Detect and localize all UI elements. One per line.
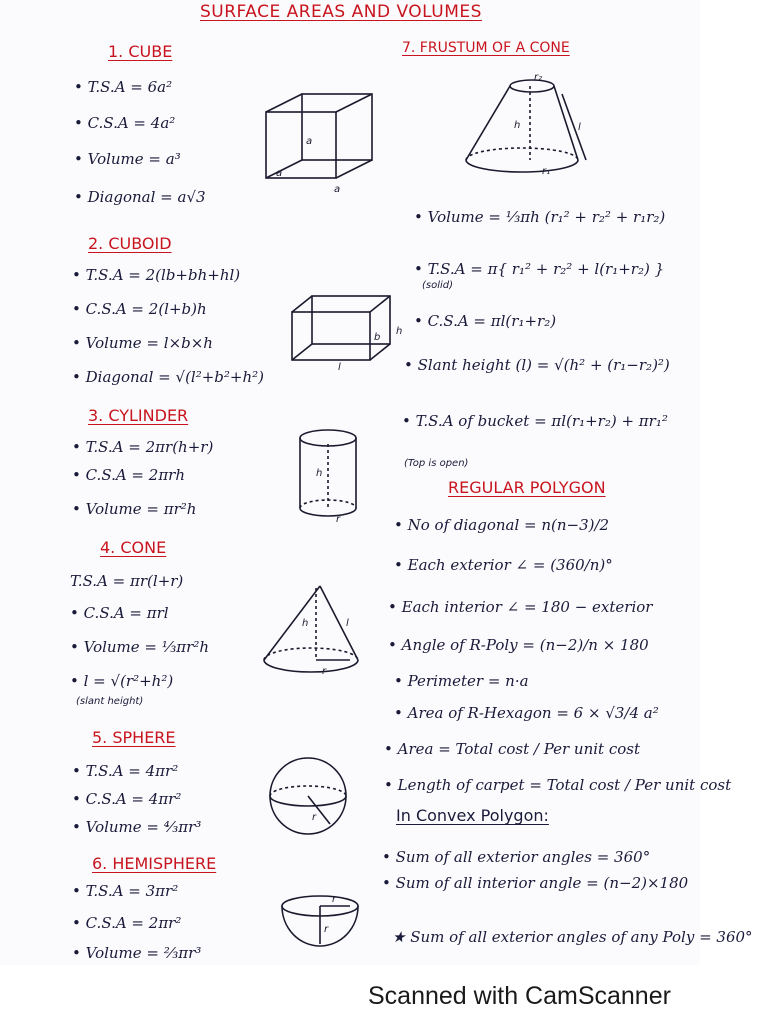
hemisphere-label-r: r [332, 894, 337, 905]
sphere-heading: 5. SPHERE [92, 728, 176, 747]
cube-figure [262, 92, 380, 195]
cube-label-a: a [334, 184, 341, 195]
convex-interior-sum: • Sum of all interior angle = (n−2)×180 [382, 874, 689, 892]
sphere-volume: • Volume = ⁴⁄₃πr³ [72, 818, 202, 836]
convex-exterior-sum: • Sum of all exterior angles = 360° [382, 848, 651, 866]
frustum-label-l: l [578, 122, 581, 133]
cuboid-label-b: b [374, 332, 381, 343]
frustum-solid-note: (solid) [422, 280, 454, 291]
cuboid-csa: • C.S.A = 2(l+b)h [72, 300, 207, 318]
cone-slant-note: (slant height) [76, 696, 144, 707]
frustum-label-r1: r₁ [542, 166, 551, 177]
frustum-bucket: • T.S.A of bucket = πl(r₁+r₂) + πr₁² [402, 412, 668, 430]
cone-heading: 4. CONE [100, 538, 167, 557]
convex-heading: In Convex Polygon: [396, 806, 549, 825]
cone-volume: • Volume = ⅓πr²h [70, 638, 210, 656]
frustum-volume: • Volume = ⅓πh (r₁² + r₂² + r₁r₂) [414, 208, 666, 226]
cube-label-a: a [276, 168, 283, 179]
cube-tsa: • T.S.A = 6a² [74, 78, 173, 96]
cuboid-label-h: h [396, 326, 403, 337]
polygon-perimeter: • Perimeter = n·a [394, 672, 529, 690]
cone-label-r: r [322, 666, 327, 677]
cuboid-heading: 2. CUBOID [88, 234, 172, 253]
cube-csa: • C.S.A = 4a² [74, 114, 176, 132]
cuboid-figure [288, 294, 403, 373]
frustum-tsa: • T.S.A = π{ r₁² + r₂² + l(r₁+r₂) } [414, 260, 665, 278]
sphere-tsa: • T.S.A = 4πr² [72, 762, 179, 780]
scanner-watermark: Scanned with CamScanner [368, 982, 671, 1010]
cube-label-a: a [306, 136, 313, 147]
hemisphere-tsa: • T.S.A = 3πr² [72, 882, 179, 900]
cylinder-volume: • Volume = πr²h [72, 500, 197, 518]
hemisphere-figure [280, 892, 364, 952]
cuboid-diagonal: • Diagonal = √(l²+b²+h²) [72, 368, 265, 386]
polygon-exterior: • Each exterior ∠ = (360/n)° [394, 556, 613, 574]
cylinder-csa: • C.S.A = 2πrh [72, 466, 186, 484]
cone-figure [260, 584, 360, 680]
polygon-diagonals: • No of diagonal = n(n−3)/2 [394, 516, 610, 534]
cuboid-label-l: l [338, 362, 341, 373]
convex-star-note: ★ Sum of all exterior angles of any Poly = 360° [392, 928, 753, 946]
sphere-csa: • C.S.A = 4πr² [72, 790, 182, 808]
cuboid-tsa: • T.S.A = 2(lb+bh+hl) [72, 266, 241, 284]
polygon-area-cost: • Area = Total cost / Per unit cost [384, 740, 641, 758]
cylinder-label-r: r [336, 514, 341, 525]
hemisphere-volume: • Volume = ⅔πr³ [72, 944, 202, 962]
sphere-label-r: r [312, 812, 317, 823]
cone-slant: • l = √(r²+h²) [70, 672, 174, 690]
frustum-slant: • Slant height (l) = √(h² + (r₁−r₂)²) [404, 356, 670, 374]
cylinder-tsa: • T.S.A = 2πr(h+r) [72, 438, 214, 456]
hemisphere-heading: 6. HEMISPHERE [92, 854, 217, 873]
frustum-csa: • C.S.A = πl(r₁+r₂) [414, 312, 557, 330]
polygon-angle: • Angle of R-Poly = (n−2)/n × 180 [388, 636, 649, 654]
cylinder-figure [296, 428, 364, 524]
cylinder-heading: 3. CYLINDER [88, 406, 189, 425]
cone-tsa: T.S.A = πr(l+r) [70, 572, 184, 590]
hemisphere-csa: • C.S.A = 2πr² [72, 914, 182, 932]
cube-volume: • Volume = a³ [74, 150, 181, 168]
polygon-carpet-length: • Length of carpet = Total cost / Per unit cost [384, 776, 732, 794]
cone-csa: • C.S.A = πrl [70, 604, 169, 622]
cube-diagonal: • Diagonal = a√3 [74, 188, 206, 206]
frustum-label-h: h [514, 120, 521, 131]
frustum-heading: 7. FRUSTUM OF A CONE [402, 40, 570, 56]
cuboid-volume: • Volume = l×b×h [72, 334, 213, 352]
polygon-hexagon-area: • Area of R-Hexagon = 6 × √3/4 a² [394, 704, 659, 722]
page-title: SURFACE AREAS AND VOLUMES [200, 2, 482, 22]
hemisphere-label-r: r [324, 924, 329, 935]
cube-heading: 1. CUBE [108, 42, 173, 61]
cone-label-l: l [346, 618, 349, 629]
polygon-heading: REGULAR POLYGON [448, 478, 606, 497]
frustum-top-open-note: (Top is open) [404, 458, 469, 469]
frustum-label-r2: r₂ [534, 72, 543, 83]
polygon-interior: • Each interior ∠ = 180 − exterior [388, 598, 653, 616]
cone-label-h: h [302, 618, 309, 629]
frustum-figure [460, 74, 590, 182]
cylinder-label-h: h [316, 468, 323, 479]
sphere-figure [266, 754, 350, 838]
